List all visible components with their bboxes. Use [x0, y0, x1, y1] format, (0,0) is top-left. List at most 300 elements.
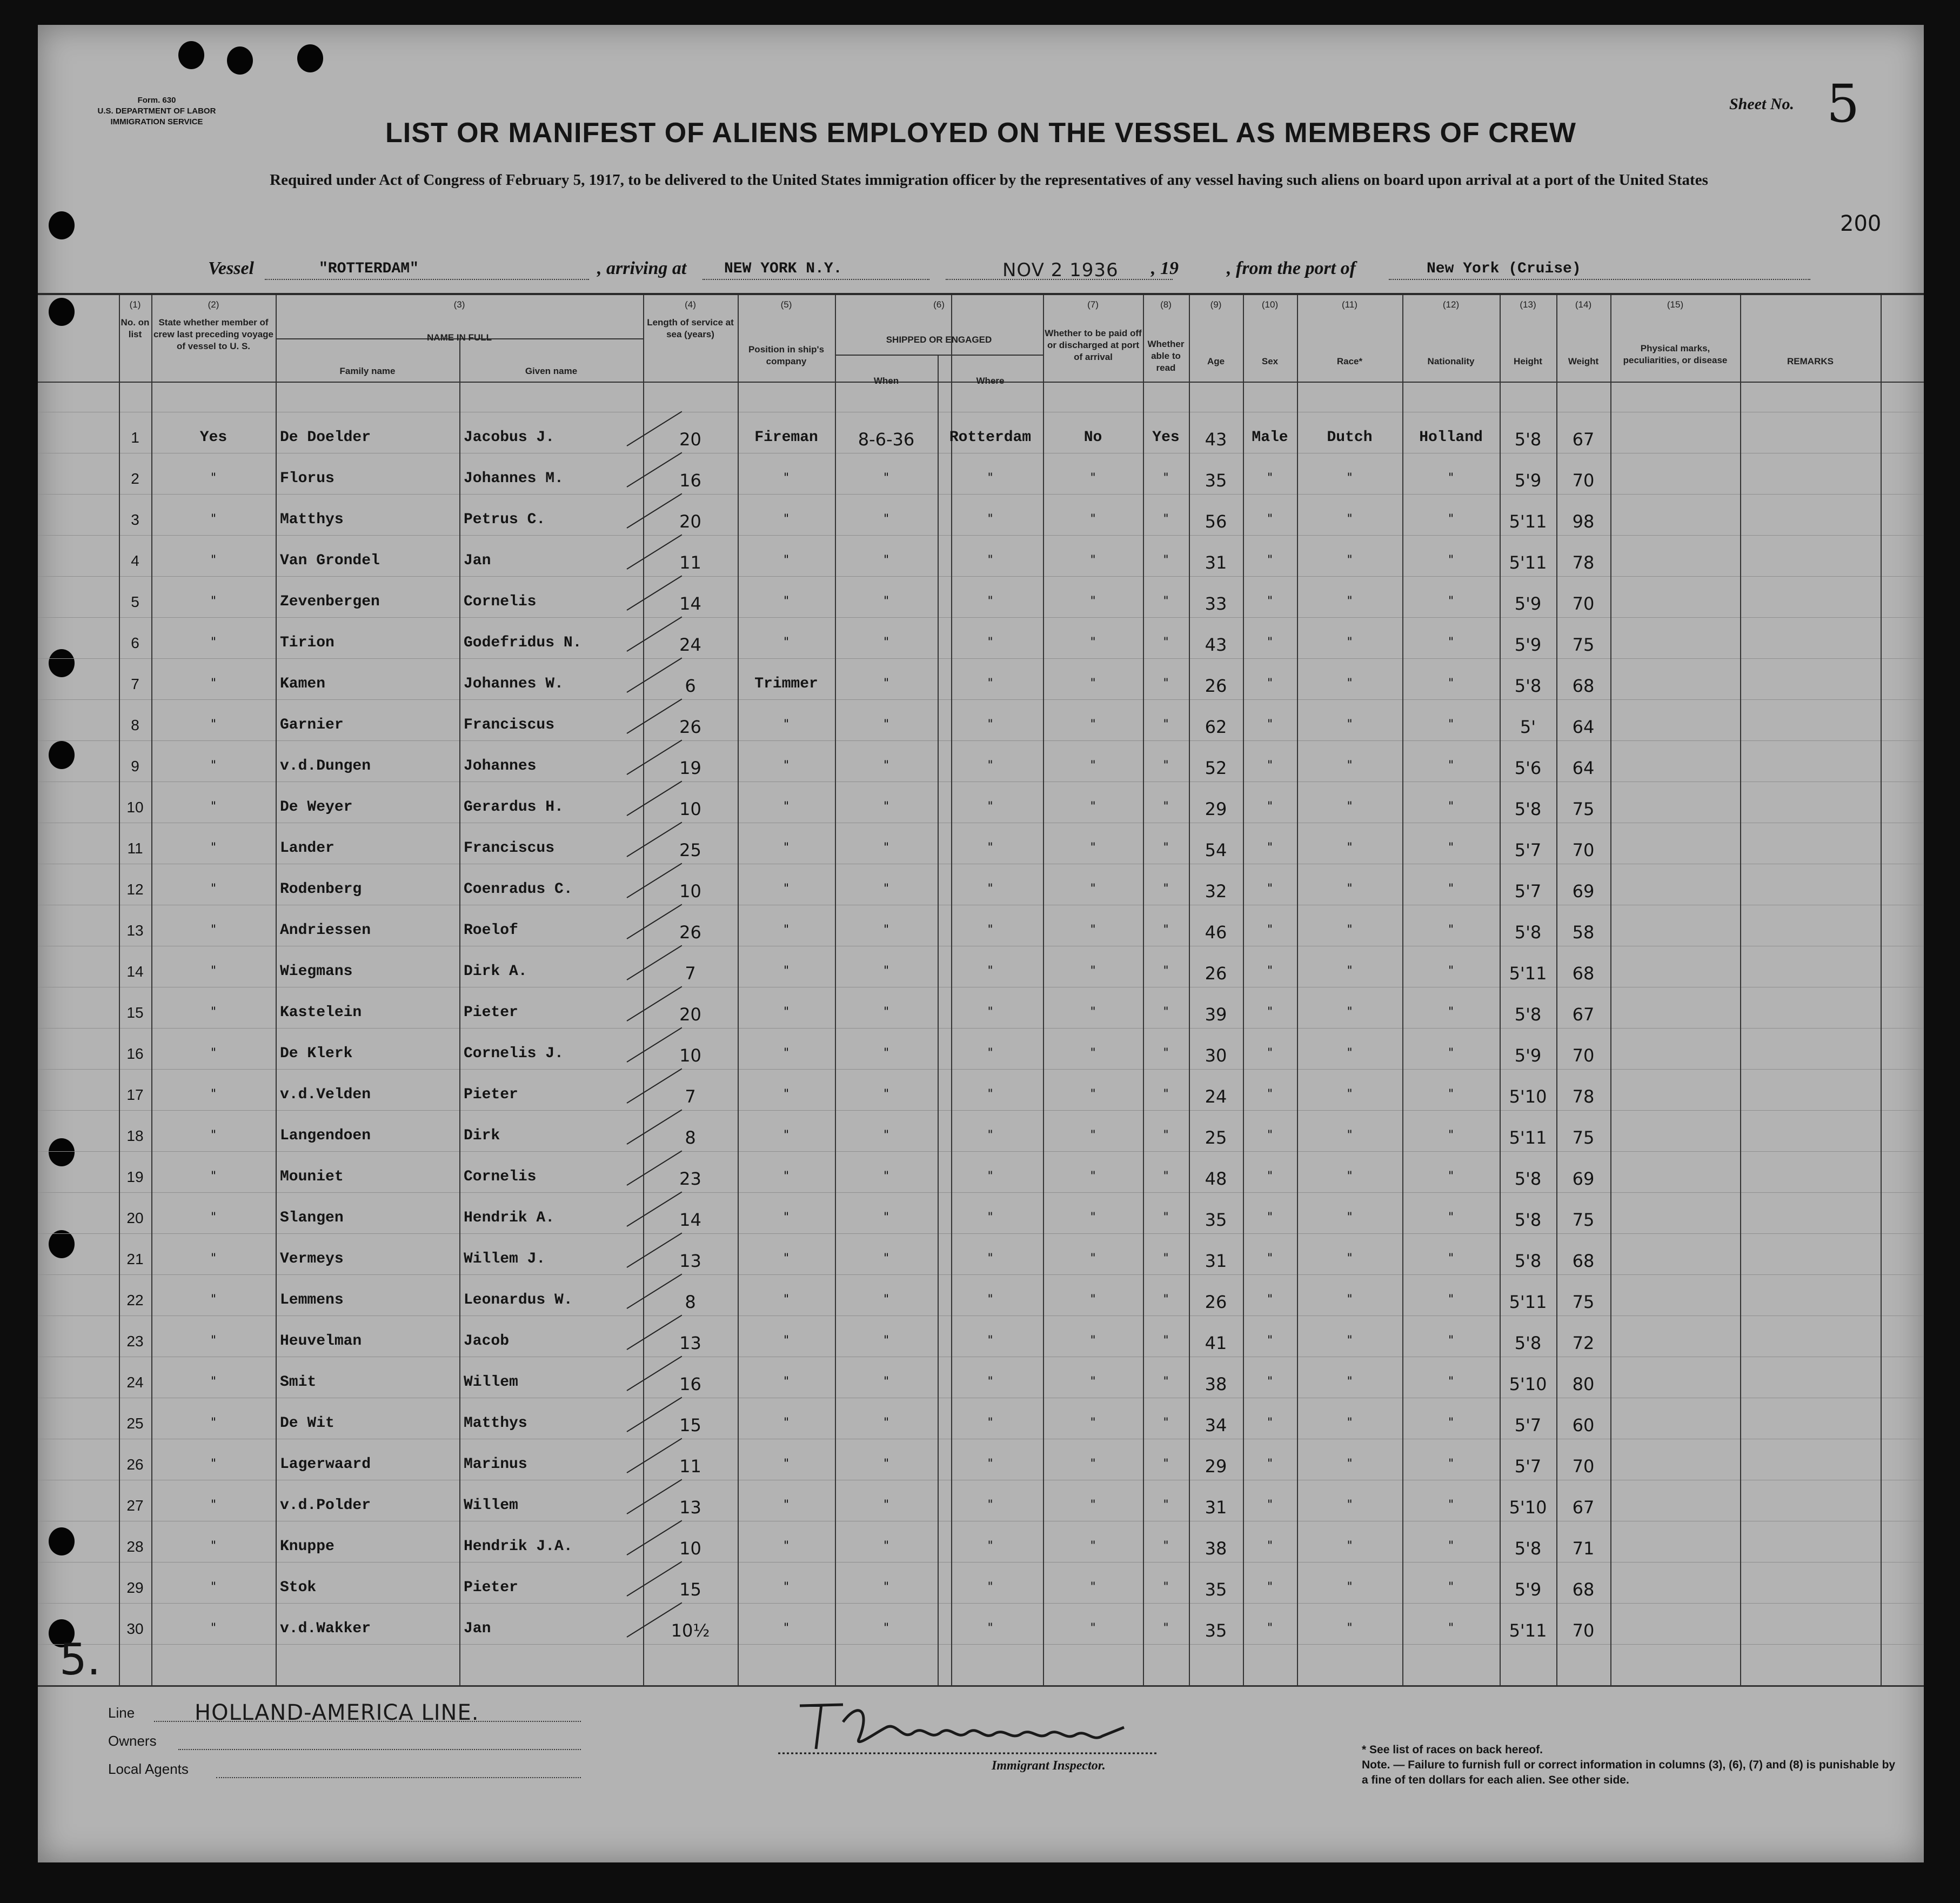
paid-off-cell: "	[1090, 1293, 1096, 1306]
height-cell: 5'9	[1514, 470, 1542, 491]
given-name-cell: Jacobus J.	[464, 429, 555, 446]
shipped-when-cell: "	[883, 1375, 889, 1388]
age-cell: 54	[1205, 840, 1227, 860]
row-number: 19	[126, 1168, 144, 1185]
service-years-cell: 8	[685, 1127, 696, 1148]
race-cell: "	[1347, 553, 1353, 567]
header-previous-voyage: State whether member of crew last preceding voyage of vessel to U. S.	[153, 317, 274, 351]
shipped-where-cell: "	[987, 595, 993, 608]
table-row	[38, 1564, 1924, 1605]
sex-cell: "	[1267, 1539, 1273, 1553]
height-cell: 5'11	[1509, 552, 1547, 573]
nationality-cell: "	[1448, 1498, 1454, 1512]
inspector-label: Immigrant Inspector.	[992, 1759, 1106, 1773]
race-cell: "	[1347, 1457, 1353, 1471]
shipped-when-cell: "	[883, 1498, 889, 1512]
family-name-cell: De Weyer	[280, 799, 353, 816]
header-race: Race*	[1336, 356, 1363, 366]
nationality-cell: "	[1448, 718, 1454, 731]
table-row	[38, 537, 1924, 578]
inspector-signature	[778, 1690, 1189, 1771]
nationality-cell: "	[1448, 1334, 1454, 1347]
nationality-cell: "	[1448, 1539, 1454, 1553]
height-cell: 5'9	[1514, 593, 1542, 614]
age-cell: 35	[1205, 470, 1227, 491]
able-to-read-cell: "	[1163, 718, 1169, 731]
table-row	[38, 496, 1924, 537]
previous-voyage-cell: "	[210, 1539, 217, 1553]
shipped-where-cell: "	[987, 677, 993, 690]
able-to-read-cell: "	[1163, 800, 1169, 813]
row-number: 20	[126, 1210, 144, 1226]
family-name-cell: Langendoen	[280, 1127, 371, 1144]
service-years-cell: 24	[679, 635, 701, 655]
given-name-cell: Jacob	[464, 1333, 510, 1350]
header-length-of-service: Length of service at sea (years)	[647, 317, 734, 339]
nationality-cell: "	[1448, 1293, 1454, 1306]
service-years-cell: 13	[679, 1497, 701, 1518]
family-name-cell: Slangen	[280, 1210, 344, 1226]
shipped-when-cell: 8-6-36	[858, 429, 915, 450]
able-to-read-cell: Yes	[1152, 429, 1180, 446]
table-row	[38, 619, 1924, 660]
service-years-cell: 16	[679, 1374, 701, 1394]
able-to-read-cell: "	[1163, 471, 1169, 485]
able-to-read-cell: "	[1163, 677, 1169, 690]
table-row	[38, 948, 1924, 989]
service-years-cell: 14	[679, 1210, 701, 1230]
family-name-cell: Heuvelman	[280, 1333, 362, 1350]
family-name-cell: Knuppe	[280, 1538, 335, 1555]
table-row	[38, 1359, 1924, 1400]
header-given-name: Given name	[525, 366, 578, 376]
age-cell: 31	[1205, 1251, 1227, 1271]
height-cell: 5'11	[1509, 1127, 1547, 1148]
paid-off-cell: "	[1090, 1211, 1096, 1224]
age-cell: 26	[1205, 1292, 1227, 1312]
race-cell: "	[1347, 1129, 1353, 1142]
race-cell: "	[1347, 800, 1353, 813]
weight-cell: 70	[1572, 470, 1595, 491]
sex-cell: "	[1267, 800, 1273, 813]
weight-cell: 78	[1572, 552, 1595, 573]
form-header: Form. 630 U.S. DEPARTMENT OF LABOR IMMIGRATION SERVICE	[97, 96, 216, 126]
shipped-when-cell: "	[883, 1005, 889, 1019]
nationality-cell: "	[1448, 759, 1454, 772]
table-row	[38, 578, 1924, 619]
column-number: (3)	[453, 299, 465, 310]
shipped-where-cell: "	[987, 1046, 993, 1060]
paid-off-cell: "	[1090, 1334, 1096, 1347]
table-row	[38, 1194, 1924, 1236]
row-number: 2	[131, 470, 139, 487]
age-cell: 39	[1205, 1004, 1227, 1025]
nationality-cell: "	[1448, 595, 1454, 608]
weight-cell: 67	[1572, 1497, 1595, 1518]
table-row	[38, 907, 1924, 948]
sex-cell: "	[1267, 841, 1273, 854]
age-cell: 38	[1205, 1538, 1227, 1559]
paid-off-cell: "	[1090, 636, 1096, 649]
family-name-cell: Wiegmans	[280, 963, 353, 980]
owners-label: Owners	[108, 1733, 157, 1749]
manifest-sheet	[38, 25, 1924, 1862]
shipped-when-cell: "	[883, 923, 889, 937]
height-cell: 5'8	[1514, 922, 1542, 943]
shipped-when-cell: "	[883, 1621, 889, 1635]
given-name-cell: Godefridus N.	[464, 635, 582, 651]
line-stamp: HOLLAND-AMERICA LINE.	[195, 1700, 479, 1725]
service-years-cell: 25	[679, 840, 701, 860]
given-name-cell: Cornelis	[464, 1168, 537, 1185]
age-cell: 43	[1205, 635, 1227, 655]
header-remarks: REMARKS	[1787, 356, 1834, 366]
sex-cell: "	[1267, 471, 1273, 485]
sex-cell: "	[1267, 882, 1273, 896]
margin-annotation: 5.	[59, 1634, 101, 1685]
row-number: 1	[131, 429, 139, 446]
nationality-cell: "	[1448, 1621, 1454, 1635]
nationality-cell: "	[1448, 677, 1454, 690]
able-to-read-cell: "	[1163, 512, 1169, 526]
shipped-when-cell: "	[883, 1457, 889, 1471]
race-cell: "	[1347, 1087, 1353, 1101]
table-row	[38, 989, 1924, 1030]
family-name-cell: Vermeys	[280, 1251, 344, 1267]
age-cell: 56	[1205, 511, 1227, 532]
family-name-cell: Lander	[280, 840, 335, 857]
table-row	[38, 414, 1924, 455]
able-to-read-cell: "	[1163, 1046, 1169, 1060]
given-name-cell: Petrus C.	[464, 511, 546, 528]
able-to-read-cell: "	[1163, 636, 1169, 649]
age-cell: 41	[1205, 1333, 1227, 1353]
header-sex: Sex	[1261, 356, 1279, 366]
column-number: (2)	[208, 299, 219, 310]
previous-voyage-cell: "	[210, 841, 217, 854]
age-cell: 35	[1205, 1620, 1227, 1641]
position-cell: "	[783, 800, 790, 813]
shipped-when-cell: "	[883, 553, 889, 567]
nationality-cell: "	[1448, 1170, 1454, 1183]
able-to-read-cell: "	[1163, 1005, 1169, 1019]
row-number: 9	[131, 758, 139, 774]
row-number: 30	[126, 1620, 144, 1637]
paid-off-cell: "	[1090, 595, 1096, 608]
punch-hole	[297, 44, 323, 72]
previous-voyage-cell: "	[210, 1211, 217, 1224]
age-cell: 62	[1205, 717, 1227, 737]
given-name-cell: Hendrik J.A.	[464, 1538, 573, 1555]
nationality-cell: "	[1448, 553, 1454, 567]
paid-off-cell: No	[1083, 429, 1102, 446]
arrival-port: NEW YORK N.Y.	[724, 261, 842, 277]
able-to-read-cell: "	[1163, 1580, 1169, 1594]
service-years-cell: 10	[679, 799, 701, 819]
height-cell: 5'8	[1514, 1538, 1542, 1559]
given-name-cell: Matthys	[464, 1415, 527, 1432]
punch-hole	[227, 46, 253, 75]
sex-cell: "	[1267, 1211, 1273, 1224]
table-row	[38, 743, 1924, 784]
sex-cell: "	[1267, 1005, 1273, 1019]
race-cell: "	[1347, 718, 1353, 731]
position-cell: "	[783, 512, 790, 526]
shipped-when-cell: "	[883, 964, 889, 978]
height-cell: 5'9	[1514, 1045, 1542, 1066]
race-cell: "	[1347, 1170, 1353, 1183]
service-years-cell: 10	[679, 881, 701, 902]
able-to-read-cell: "	[1163, 1621, 1169, 1635]
nationality-cell: "	[1448, 841, 1454, 854]
position-cell: "	[783, 882, 790, 896]
previous-voyage-cell: "	[210, 1252, 217, 1265]
family-name-cell: Garnier	[280, 717, 344, 733]
weight-cell: 75	[1572, 1210, 1595, 1230]
header-physical-marks: Physical marks, peculiarities, or disease	[1623, 343, 1728, 365]
weight-cell: 70	[1572, 1456, 1595, 1477]
given-name-cell: Franciscus	[464, 717, 555, 733]
nationality-cell: "	[1448, 471, 1454, 485]
race-cell: "	[1347, 882, 1353, 896]
shipped-where-cell: "	[987, 759, 993, 772]
column-number: (8)	[1160, 299, 1172, 310]
paid-off-cell: "	[1090, 1005, 1096, 1019]
nationality-cell: "	[1448, 1416, 1454, 1430]
paid-off-cell: "	[1090, 759, 1096, 772]
given-name-cell: Johannes	[464, 758, 537, 774]
age-cell: 31	[1205, 1497, 1227, 1518]
able-to-read-cell: "	[1163, 553, 1169, 567]
family-name-cell: Stok	[280, 1579, 317, 1596]
position-cell: "	[783, 1293, 790, 1306]
row-number: 3	[131, 511, 139, 528]
race-cell: "	[1347, 512, 1353, 526]
weight-cell: 68	[1572, 1579, 1595, 1600]
from-port-label: , from the port of	[1227, 258, 1356, 278]
given-name-cell: Pieter	[464, 1086, 518, 1103]
able-to-read-cell: "	[1163, 1252, 1169, 1265]
given-name-cell: Willem	[464, 1497, 518, 1514]
previous-voyage-cell: "	[210, 636, 217, 649]
age-cell: 31	[1205, 552, 1227, 573]
race-cell: "	[1347, 841, 1353, 854]
given-name-cell: Jan	[464, 1620, 491, 1637]
position-cell: "	[783, 923, 790, 937]
weight-cell: 75	[1572, 1292, 1595, 1312]
height-cell: 5'7	[1514, 840, 1542, 860]
shipped-where-cell: "	[987, 636, 993, 649]
previous-voyage-cell: "	[210, 471, 217, 485]
sex-cell: "	[1267, 677, 1273, 690]
row-number: 4	[131, 552, 139, 569]
family-name-cell: Lemmens	[280, 1292, 344, 1308]
weight-cell: 68	[1572, 1251, 1595, 1271]
row-number: 8	[131, 717, 139, 733]
height-cell: 5'11	[1509, 511, 1547, 532]
column-number: (6)	[933, 299, 945, 310]
able-to-read-cell: "	[1163, 1334, 1169, 1347]
row-number: 26	[126, 1456, 144, 1473]
shipped-when-cell: "	[883, 1087, 889, 1101]
row-number: 13	[126, 922, 144, 939]
nationality-cell: Holland	[1419, 429, 1483, 446]
nationality-cell: "	[1448, 1580, 1454, 1594]
service-years-cell: 7	[685, 963, 696, 984]
position-cell: "	[783, 1334, 790, 1347]
table-row	[38, 1441, 1924, 1482]
weight-cell: 72	[1572, 1333, 1595, 1353]
height-cell: 5'8	[1514, 676, 1542, 696]
race-cell: "	[1347, 1416, 1353, 1430]
header-height: Height	[1514, 356, 1542, 366]
shipped-when-cell: "	[883, 1129, 889, 1142]
shipped-when-cell: "	[883, 1580, 889, 1594]
row-number: 17	[126, 1086, 144, 1103]
position-cell: "	[783, 1252, 790, 1265]
position-cell: "	[783, 1046, 790, 1060]
family-name-cell: Tirion	[280, 635, 335, 651]
shipped-where-cell: "	[987, 1293, 993, 1306]
age-cell: 52	[1205, 758, 1227, 778]
age-cell: 38	[1205, 1374, 1227, 1394]
table-row	[38, 702, 1924, 743]
height-cell: 5'9	[1514, 635, 1542, 655]
nationality-cell: "	[1448, 923, 1454, 937]
header-able-to-read: Whether able to read	[1147, 339, 1185, 373]
arriving-label: , arriving at	[597, 258, 687, 278]
race-cell: "	[1347, 1046, 1353, 1060]
race-cell: "	[1347, 1334, 1353, 1347]
paid-off-cell: "	[1090, 1129, 1096, 1142]
weight-cell: 75	[1572, 1127, 1595, 1148]
vessel-label: Vessel	[208, 258, 254, 278]
paid-off-cell: "	[1090, 677, 1096, 690]
position-cell: "	[783, 1129, 790, 1142]
weight-cell: 71	[1572, 1538, 1595, 1559]
row-number: 15	[126, 1004, 144, 1021]
previous-voyage-cell: "	[210, 800, 217, 813]
shipped-where-cell: "	[987, 1375, 993, 1388]
weight-cell: 70	[1572, 1620, 1595, 1641]
previous-voyage-cell: "	[210, 1580, 217, 1594]
table-row	[38, 1071, 1924, 1112]
height-cell: 5'8	[1514, 1333, 1542, 1353]
row-number: 24	[126, 1374, 144, 1391]
nationality-cell: "	[1448, 1211, 1454, 1224]
height-cell: 5'7	[1514, 881, 1542, 902]
header-position: Position in ship's company	[748, 344, 825, 366]
nationality-cell: "	[1448, 800, 1454, 813]
page-subtitle: Required under Act of Congress of February 5, 1917, to be delivered to the United States immigration officer by the representatives of any vessel having such aliens on board upon arrival at a port of the United States	[270, 171, 1708, 189]
paid-off-cell: "	[1090, 718, 1096, 731]
race-cell: "	[1347, 1539, 1353, 1553]
able-to-read-cell: "	[1163, 923, 1169, 937]
race-cell: Dutch	[1327, 429, 1373, 446]
paid-off-cell: "	[1090, 841, 1096, 854]
position-cell: "	[783, 1375, 790, 1388]
able-to-read-cell: "	[1163, 1539, 1169, 1553]
weight-cell: 68	[1572, 963, 1595, 984]
given-name-cell: Coenradus C.	[464, 881, 573, 898]
height-cell: 5'8	[1514, 799, 1542, 819]
weight-cell: 68	[1572, 676, 1595, 696]
nationality-cell: "	[1448, 636, 1454, 649]
age-cell: 46	[1205, 922, 1227, 943]
family-name-cell: Smit	[280, 1374, 317, 1391]
previous-voyage-cell: "	[210, 677, 217, 690]
page-count: 200	[1840, 211, 1882, 236]
able-to-read-cell: "	[1163, 964, 1169, 978]
race-cell: "	[1347, 1293, 1353, 1306]
row-number: 25	[126, 1415, 144, 1432]
sex-cell: "	[1267, 1457, 1273, 1471]
shipped-where-cell: "	[987, 512, 993, 526]
nationality-cell: "	[1448, 1375, 1454, 1388]
shipped-when-cell: "	[883, 636, 889, 649]
age-cell: 43	[1205, 429, 1227, 450]
previous-voyage-cell: "	[210, 759, 217, 772]
shipped-where-cell: "	[987, 718, 993, 731]
paid-off-cell: "	[1090, 1580, 1096, 1594]
service-years-cell: 11	[679, 1456, 701, 1477]
shipped-when-cell: "	[883, 1211, 889, 1224]
age-cell: 30	[1205, 1045, 1227, 1066]
age-cell: 35	[1205, 1210, 1227, 1230]
race-cell: "	[1347, 759, 1353, 772]
service-years-cell: 26	[679, 717, 701, 737]
service-years-cell: 10	[679, 1538, 701, 1559]
shipped-when-cell: "	[883, 471, 889, 485]
row-number: 16	[126, 1045, 144, 1062]
able-to-read-cell: "	[1163, 1170, 1169, 1183]
sex-cell: "	[1267, 718, 1273, 731]
position-cell: "	[783, 1416, 790, 1430]
nationality-cell: "	[1448, 882, 1454, 896]
row-number: 21	[126, 1251, 144, 1267]
family-name-cell: v.d.Wakker	[280, 1620, 371, 1637]
shipped-where-cell: "	[987, 1005, 993, 1019]
page-title: LIST OR MANIFEST OF ALIENS EMPLOYED ON THE VESSEL AS MEMBERS OF CREW	[385, 117, 1576, 149]
previous-voyage-cell: "	[210, 1334, 217, 1347]
sex-cell: "	[1267, 964, 1273, 978]
previous-voyage-cell: "	[210, 1170, 217, 1183]
paid-off-cell: "	[1090, 1498, 1096, 1512]
family-name-cell: De Wit	[280, 1415, 335, 1432]
given-name-cell: Hendrik A.	[464, 1210, 555, 1226]
position-cell: "	[783, 636, 790, 649]
age-cell: 35	[1205, 1579, 1227, 1600]
shipped-where-cell: "	[987, 1416, 993, 1430]
given-name-cell: Cornelis	[464, 593, 537, 610]
binder-hole	[49, 211, 75, 239]
family-name-cell: Mouniet	[280, 1168, 344, 1185]
previous-voyage-cell: "	[210, 882, 217, 896]
shipped-where-cell: "	[987, 923, 993, 937]
row-number: 29	[126, 1579, 144, 1596]
sex-cell: "	[1267, 595, 1273, 608]
position-cell: "	[783, 964, 790, 978]
punch-hole	[178, 41, 204, 69]
sex-cell: "	[1267, 1375, 1273, 1388]
height-cell: 5'11	[1509, 1292, 1547, 1312]
sex-cell: "	[1267, 1293, 1273, 1306]
sex-cell: "	[1267, 553, 1273, 567]
position-cell: "	[783, 553, 790, 567]
weight-cell: 69	[1572, 1168, 1595, 1189]
race-cell: "	[1347, 964, 1353, 978]
weight-cell: 67	[1572, 429, 1595, 450]
